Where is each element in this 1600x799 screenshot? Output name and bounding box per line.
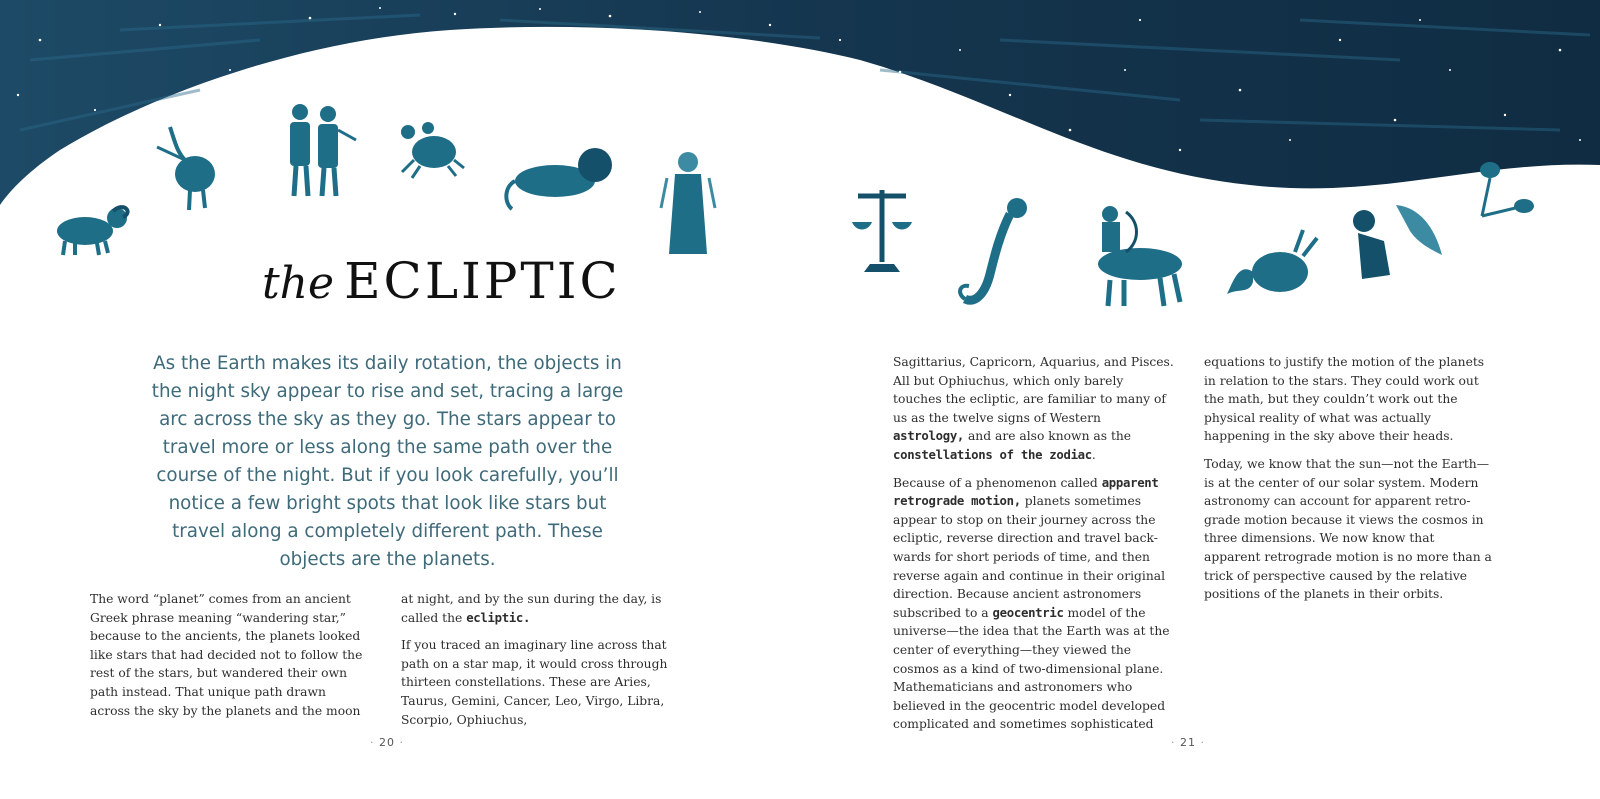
page-number-dot: ·	[370, 736, 375, 749]
crab-icon	[398, 120, 468, 180]
body-column-1	[90, 590, 365, 729]
term-astrology: astrology,	[893, 429, 965, 444]
body-paragraph: If you traced an imaginary line across that path on a star map, it would cross through thirteen constellations. These are Aries, Taurus, Gemini, Cancer, Leo, Virgo, Libra, Scorpio, Ophiuchus,	[401, 638, 668, 727]
term-apparent-retrograde-motion: apparent retrograde motion,	[893, 475, 1159, 509]
page-number-left	[370, 736, 404, 749]
body-paragraph	[893, 474, 1175, 734]
paragraph-text: at night, and by the sun during the day, is called the	[401, 592, 662, 625]
page-number-dot: ·	[1200, 736, 1205, 749]
paragraph-text: .	[1091, 447, 1096, 462]
fish-icon	[1462, 152, 1544, 232]
sea-goat-icon	[1225, 222, 1325, 312]
title-word: ECLIPTIC	[344, 252, 621, 310]
term-constellations-of-the-zodiac: constellations of the zodiac	[893, 447, 1092, 462]
body-paragraph: Today, we know that the sun—not the Earth—is at the center of our solar system. Modern astronomy can account for apparent retro-grade motion because it views the cosmos in three dimensions. We now know that apparent retrograde motion is no more than a trick of perspective caused by the relative positions of the planets in their orbits.	[1204, 456, 1492, 602]
term-geocentric: geocentric	[992, 605, 1064, 620]
paragraph-text: and are also known as the	[964, 429, 1132, 444]
page-number-dot: ·	[399, 736, 404, 749]
paragraph-text: Sagittarius, Capricorn, Aquarius, and Pisces. All but Ophiuchus, which only barely touches the ecliptic, are familiar to many of us as the twelve signs of Western	[893, 355, 1174, 425]
water-bearer-icon	[1338, 195, 1448, 285]
paragraph-text: planets sometimes appear to stop on their journey across the ecliptic, reverse direction and travel back-wards for short periods of time, and then reverse again and continue in their original direction. Because ancient astronomers subscribed to a	[893, 494, 1166, 620]
scorpion-icon	[955, 194, 1045, 314]
body-column-3	[893, 353, 1175, 743]
body-column-2	[401, 590, 686, 738]
scales-icon	[850, 182, 914, 274]
body-paragraph: equations to justify the motion of the planets in relation to the stars. They could work out the math, but they couldn’t work out the physical reality of what was actually happening in the sky above their heads.	[1204, 355, 1485, 444]
title-article: the	[262, 258, 335, 309]
term-ecliptic: ecliptic.	[466, 610, 531, 625]
page-number-value: 20	[379, 736, 395, 749]
paragraph-text: model of the universe—the idea that the Earth was at the center of everything—they viewed the cosmos as a kind of two-dimensional plane. Mathematicians and astronomers who believed in the geocentric model developed complicated and sometimes sophisticated	[893, 605, 1170, 732]
twins-icon	[272, 100, 362, 200]
ram-icon	[45, 193, 135, 258]
paragraph-text: Because of a phenomenon called	[893, 475, 1102, 490]
maiden-icon	[653, 148, 723, 258]
body-column-4	[1204, 353, 1494, 613]
lion-icon	[500, 143, 620, 213]
page-title	[262, 252, 621, 310]
intro-paragraph: As the Earth makes its daily rotation, the objects in the night sky appear to rise and set, tracing a large arc across the sky as they go. The stars appear to travel more or less along the same path over the course of the night. But if you look carefully, you’ll notice a few bright spots that look like stars but travel along a completely different path. These objects are the planets.	[151, 353, 624, 570]
goat-icon	[155, 122, 225, 212]
page-number-value: 21	[1180, 736, 1196, 749]
body-paragraph: The word “planet” comes from an ancient Greek phrase meaning “wandering star,” because to the ancients, the planets looked like stars that had decided not to follow the rest of the stars, but wandered their own path instead. That unique path drawn across the sky by the planets and the moon	[90, 592, 363, 718]
page-number-dot: ·	[1171, 736, 1176, 749]
body-paragraph	[893, 353, 1175, 465]
page-number-right	[1171, 736, 1205, 749]
body-paragraph	[401, 590, 686, 627]
centaur-archer-icon	[1080, 202, 1200, 310]
